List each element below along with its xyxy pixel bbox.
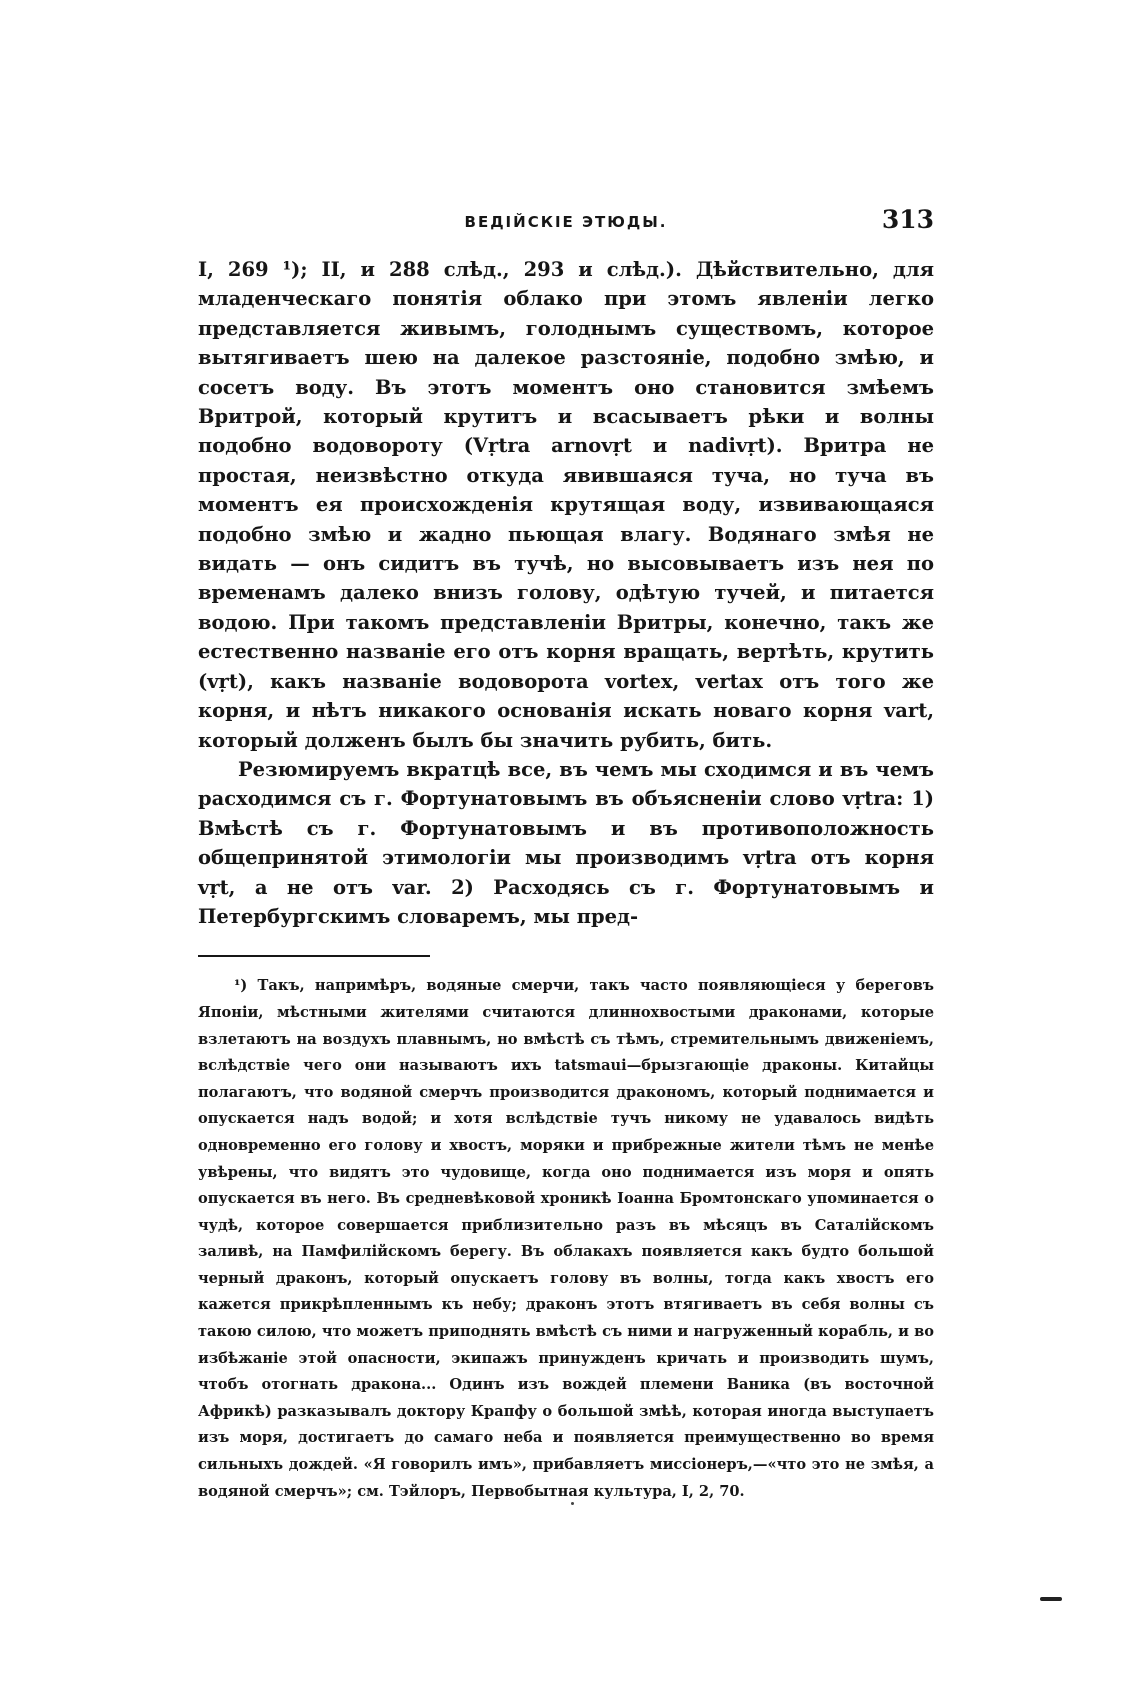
paragraph-2: Резюмируемъ вкратцѣ все, въ чемъ мы сходимся и въ чемъ расходимся съ г. Фортунатовымъ въ объясненіи слово vṛtra: 1) Вмѣстѣ съ г. Фортунатовымъ и въ противоположность общепринятой этимологіи мы производимъ vṛtra отъ корня vṛt, а не отъ var. 2) Расходясь съ г. Фортунатовымъ и Петербургскимъ словаремъ, мы пред- <box>198 757 934 928</box>
footnote-separator <box>198 955 430 957</box>
main-text <box>198 255 934 931</box>
scan-speck <box>571 1502 574 1505</box>
paragraph-1: I, 269 ¹); II, и 288 слѣд., 293 и слѣд.). Дѣйствительно, для младенческаго понятія облако при этомъ явленіи легко представляется живымъ, голоднымъ существомъ, которое вытягиваетъ шею на далекое разстояніе, подобно змѣю, и сосетъ воду. Въ этотъ моментъ оно становится змѣемъ Вритрой, который крутитъ и всасываетъ рѣки и волны подобно водовороту (Vṛtra arnovṛt и nadivṛt). Вритра не простая, неизвѣстно откуда явившаяся туча, но туча въ моментъ ея происхожденія крутящая воду, извивающаяся подобно змѣю и жадно пьющая влагу. Водянаго змѣя не видать — онъ сидитъ въ тучѣ, но высовываетъ изъ нея по временамъ далеко внизъ голову, одѣтую тучей, и питается водою. При такомъ представленіи Вритры, конечно, такъ же естественно названіе его отъ корня вращать, вертѣть, крутить (vṛt), какъ названіе водоворота vortex, vertax отъ того же корня, и нѣтъ никакого основанія искать новаго корня vart, который долженъ былъ бы значить рубить, бить. <box>198 258 934 752</box>
page-number: 313 <box>881 205 934 234</box>
book-page <box>198 205 934 1505</box>
scan-mark <box>1040 1597 1062 1601</box>
footnote <box>198 973 934 1505</box>
footnote-text: ¹) Такъ, напримѣръ, водяные смерчи, такъ часто появляющіеся у береговъ Японіи, мѣстными жителями считаются длиннохвостыми драконами, которые взлетаютъ на воздухъ плавнымъ, но вмѣстѣ съ тѣмъ, стремительнымъ движеніемъ, вслѣдствіе чего они называютъ ихъ tatsmaui—брызгающіе драконы. Китайцы полагаютъ, что водяной смерчъ производится дракономъ, который поднимается и опускается надъ водой; и хотя вслѣдствіе тучъ никому не удавалось видѣть одновременно его голову и хвостъ, моряки и прибрежные жители тѣмъ не менѣе увѣрены, что видятъ это чудовище, когда оно поднимается изъ моря и опять опускается въ него. Въ средневѣковой хроникѣ Іоанна Бромтонскаго упоминается о чудѣ, которое совершается приблизительно разъ въ мѣсяцъ въ Саталійскомъ заливѣ, на Памфилійскомъ берегу. Въ облакахъ появляется какъ будто большой черный драконъ, который опускаетъ голову въ волны, тогда какъ хвостъ его кажется прикрѣпленнымъ къ небу; драконъ этотъ втягиваетъ въ себя волны съ такою силою, что можетъ приподнять вмѣстѣ съ ними и нагруженный корабль, и во избѣжаніе этой опасности, экипажъ принужденъ кричать и производить шумъ, чтобъ отогнать дракона... Одинъ изъ вождей племени Ваника (въ восточной Африкѣ) разказывалъ доктору Крапфу о большой змѣѣ, которая иногда выступаетъ изъ моря, достигаетъ до самаго неба и появляется преимущественно во время сильныхъ дождей. «Я говорилъ имъ», прибавляетъ миссіонеръ,—«что это не змѣя, а водяной смерчъ»; см. Тэйлоръ, Первобытная культура, I, 2, 70. <box>198 977 934 1500</box>
page-header <box>198 205 934 245</box>
running-title: ВЕДІЙСКІЕ ЭТЮДЫ. <box>464 213 668 231</box>
